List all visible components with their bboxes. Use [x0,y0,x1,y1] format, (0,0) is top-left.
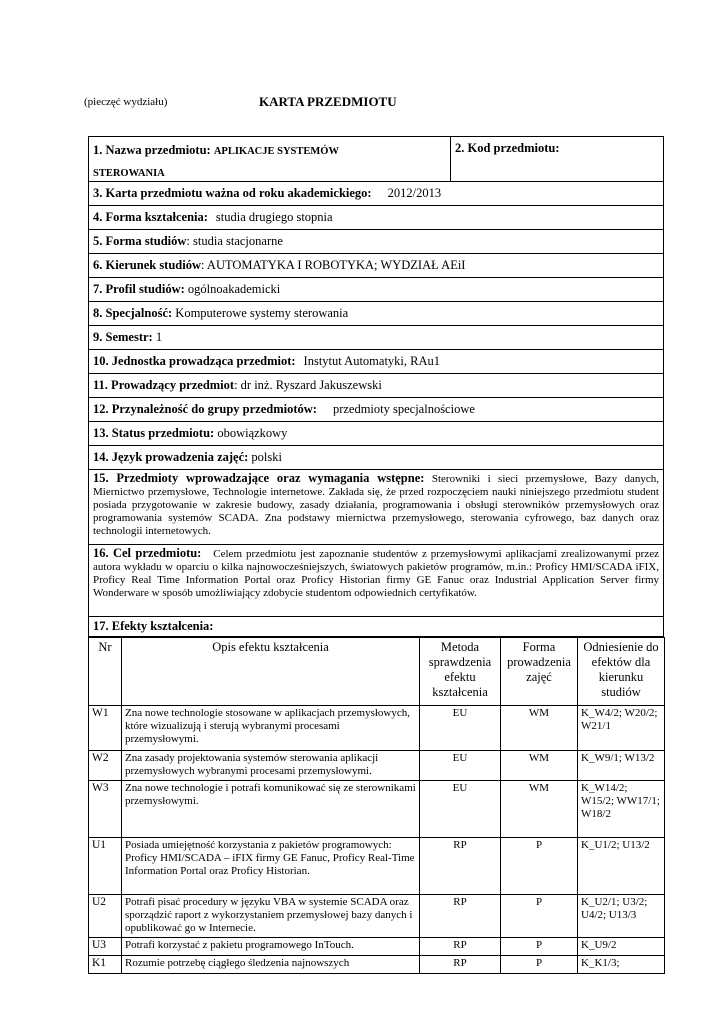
specialization-row [88,302,664,326]
cell-form: P [501,938,578,956]
cell-reference: K_W14/2; W15/2; WW17/1; W18/2 [578,781,665,838]
row-label: 14. Język prowadzenia zajęć: [93,450,249,464]
cell-nr: W2 [89,751,122,781]
row-value: obowiązkowy [217,426,288,440]
prerequisites-section [88,470,664,545]
header-class-form: Forma prowadzenia zajęć [501,638,578,706]
row-value: studia drugiego stopnia [215,210,333,224]
row-value: 1 [155,330,163,344]
row-label: 7. Profil studiów: [93,282,185,296]
study-form-row [88,230,664,254]
row-label: 13. Status przedmiotu: [93,426,215,440]
table-row [89,956,665,974]
header-verification-method: Metoda sprawdzenia efektu kształcenia [420,638,501,706]
cell-method: EU [420,706,501,751]
row-value: polski [251,450,282,464]
cell-reference: K_K1/3; [578,956,665,974]
course-name-label: 1. Nazwa przedmiotu: [93,143,211,157]
cell-reference: K_U1/2; U13/2 [578,838,665,895]
course-group-row [88,398,664,422]
course-goal-text: Celem przedmiotu jest zapoznanie studentów z przemysłowymi aplikacjami zrealizowanymi przez autora wykładu w oparciu o kilka najnowocześniejszych, światowych pakietów programów, m.in.: Proficy HMI/SCADA iFIX, Proficy Real Time Information Portal oraz Proficy Historian firmy GE Fanuc oraz Industrial Application Server firmy Wonderware w sposób umożliwiający zdobycie studentom odpowiednich certyfikatów. [93,548,659,599]
course-name-value-line1: APLIKACJE SYSTEMÓW [213,146,339,157]
course-name-code-row [88,136,664,182]
row-label: 6. Kierunek studiów [93,258,202,272]
table-row [89,938,665,956]
cell-description: Zna zasady projektowania systemów sterowania aplikacji przemysłowych wybranymi procesami przemysłowymi. [122,751,420,781]
course-goal-section [88,545,664,617]
cell-reference: K_W4/2; W20/2; W21/1 [578,706,665,751]
cell-method: EU [420,751,501,781]
course-card-table [88,136,664,974]
course-goal-label: 16. Cel przedmiotu: [93,546,202,560]
row-value: : studia stacjonarne [186,234,283,248]
header-reference: Odniesienie do efektów dla kierunku studiów [578,638,665,706]
cell-description: Potrafi pisać procedury w języku VBA w systemie SCADA oraz sporządzić raport z wykorzystaniem przemysłowej bazy danych i opublikować go w Internecie. [122,895,420,938]
course-name-cell [89,137,451,181]
course-status-row [88,422,664,446]
cell-nr: U1 [89,838,122,895]
row-label: 9. Semestr: [93,330,153,344]
cell-nr: U3 [89,938,122,956]
cell-form: WM [501,751,578,781]
lecturer-row [88,374,664,398]
header-nr: Nr [89,638,122,706]
cell-form: P [501,895,578,938]
header-description: Opis efektu kształcenia [122,638,420,706]
cell-nr: W1 [89,706,122,751]
cell-reference: K_W9/1; W13/2 [578,751,665,781]
cell-form: WM [501,781,578,838]
row-value: : AUTOMATYKA I ROBOTYKA; WYDZIAŁ AEiI [201,258,466,272]
row-value: Instytut Automatyki, RAu1 [303,354,441,368]
study-profile-row [88,278,664,302]
cell-form: WM [501,706,578,751]
row-label: 8. Specjalność: [93,306,173,320]
table-row [89,838,665,895]
faculty-stamp-placeholder: (pieczęć wydziału) [84,96,168,108]
cell-form: P [501,838,578,895]
course-name-value-line2: STEROWANIA [93,168,165,179]
row-value: przedmioty specjalnościowe [332,402,475,416]
language-row [88,446,664,470]
row-value: Komputerowe systemy sterowania [175,306,349,320]
cell-method: RP [420,938,501,956]
row-value: 2012/2013 [387,186,442,200]
cell-nr: W3 [89,781,122,838]
teaching-unit-row [88,350,664,374]
cell-reference: K_U2/1; U3/2; U4/2; U13/3 [578,895,665,938]
course-code-cell [451,137,663,181]
learning-outcomes-table [88,637,665,974]
cell-description: Zna nowe technologie stosowane w aplikacjach przemysłowych, które wizualizują i sterują wybranymi procesami przemysłowymi. [122,706,420,751]
cell-method: RP [420,895,501,938]
cell-nr: U2 [89,895,122,938]
document-title: KARTA PRZEDMIOTU [259,94,397,109]
table-header-row [89,638,665,706]
row-label: 3. Karta przedmiotu ważna od roku akademickiego: [93,186,372,200]
table-row [89,895,665,938]
row-label: 5. Forma studiów [93,234,187,248]
cell-description: Posiada umiejętność korzystania z pakietów programowych: Proficy HMI/SCADA – iFIX firmy GE Fanuc, Proficy Real-Time Information Portal oraz Proficy Historian. [122,838,420,895]
cell-description: Potrafi korzystać z pakietu programowego InTouch. [122,938,420,956]
cell-description: Zna nowe technologie i potrafi komunikować się ze sterownikami przemysłowymi. [122,781,420,838]
course-code-label: 2. Kod przedmiotu: [455,141,560,155]
row-label: 4. Forma kształcenia: [93,210,208,224]
prerequisites-label: 15. Przedmioty wprowadzające oraz wymagania wstępne: [93,471,425,485]
cell-method: EU [420,781,501,838]
row-label: 11. Prowadzący przedmiot [93,378,235,392]
prerequisites-text: Sterowniki i sieci przemysłowe, Bazy danych, Miernictwo przemysłowe, Technologie internetowe. Zakłada się, że przed rozpoczęciem nauki niniejszego przedmiotu student posiada przygotowanie w zakresie budowy, zasady działania, programowania i obsługi sterowników przemysłowych oraz programowania systemów SCADA. Zna podstawy miernictwa przemysłowego, sterowania cyfrowego, baz danych oraz technologii internetowych. [93,473,660,537]
table-row [89,706,665,751]
cell-nr: K1 [89,956,122,974]
cell-description: Rozumie potrzebę ciągłego śledzenia najnowszych [122,956,420,974]
row-value: : dr inż. Ryszard Jakuszewski [234,378,382,392]
education-form-row [88,206,664,230]
cell-method: RP [420,956,501,974]
row-value: ogólnoakademicki [187,282,281,296]
semester-row [88,326,664,350]
cell-method: RP [420,838,501,895]
table-row [89,781,665,838]
learning-outcomes-label: 17. Efekty kształcenia: [88,617,664,637]
cell-reference: K_U9/2 [578,938,665,956]
row-label: 10. Jednostka prowadząca przedmiot: [93,354,296,368]
table-row [89,751,665,781]
row-label: 12. Przynależność do grupy przedmiotów: [93,402,317,416]
cell-form: P [501,956,578,974]
academic-year-row [88,182,664,206]
field-of-study-row [88,254,664,278]
